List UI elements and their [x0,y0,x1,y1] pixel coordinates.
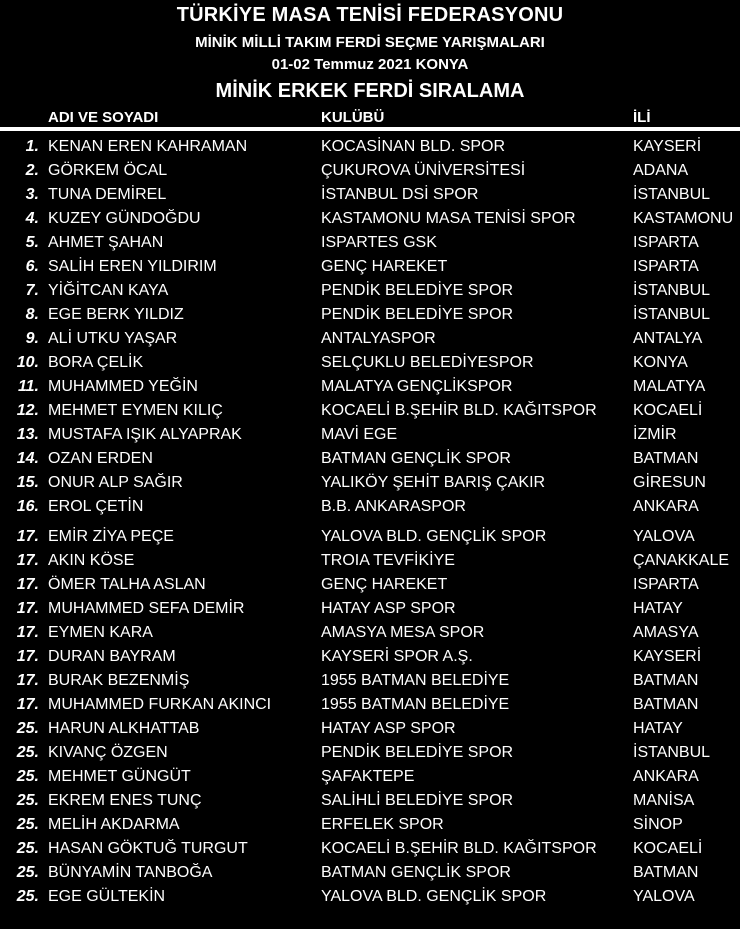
name-cell: HASAN GÖKTUĞ TURGUT [48,840,248,857]
city-cell: ISPARTA [633,258,699,275]
club-cell: BATMAN GENÇLİK SPOR [321,450,511,467]
city-cell: YALOVA [633,528,695,545]
club-cell: ANTALYASPOR [321,330,436,347]
name-cell: MELİH AKDARMA [48,816,180,833]
club-cell: SALİHLİ BELEDİYE SPOR [321,792,514,809]
name-cell: MEHMET GÜNGÜT [48,768,191,785]
rank-cell: 4. [25,210,39,227]
rank-cell: 17. [16,696,39,713]
rank-cell: 25. [16,720,39,737]
city-cell: İSTANBUL [633,282,711,299]
club-cell: HATAY ASP SPOR [321,720,456,737]
name-cell: AKIN KÖSE [48,552,135,569]
table-row [0,351,740,375]
club-cell: AMASYA MESA SPOR [321,624,485,641]
ranking-title: MİNİK ERKEK FERDİ SIRALAMA [215,80,525,102]
city-cell: ANKARA [633,498,699,515]
table-row [0,375,740,399]
table-row [0,549,740,573]
rank-cell: 2. [25,162,39,179]
rank-cell: 17. [16,528,39,545]
federation-title: TÜRKİYE MASA TENİSİ FEDERASYONU [176,4,564,26]
name-cell: ALİ UTKU YAŞAR [48,330,178,347]
city-cell: SİNOP [633,816,683,833]
table-row [0,303,740,327]
rank-cell: 8. [25,306,39,323]
rank-cell: 17. [16,648,39,665]
table-row [0,813,740,837]
name-cell: MEHMET EYMEN KILIÇ [48,402,223,419]
club-cell: KOCAELİ B.ŞEHİR BLD. KAĞITSPOR [321,402,597,419]
city-cell: ANKARA [633,768,699,785]
city-cell: BATMAN [633,672,699,689]
name-cell: DURAN BAYRAM [48,648,176,665]
club-cell: ERFELEK SPOR [321,816,444,833]
city-cell: BATMAN [633,696,699,713]
rank-cell: 15. [16,474,39,491]
rank-cell: 17. [16,552,39,569]
club-cell: TROIA TEVFİKİYE [321,552,455,569]
table-row [0,159,740,183]
name-cell: EKREM ENES TUNÇ [48,792,202,809]
club-cell: KASTAMONU MASA TENİSİ SPOR [321,210,576,227]
club-cell: KOCASİNAN BLD. SPOR [321,138,506,155]
city-cell: ISPARTA [633,576,699,593]
name-cell: GÖRKEM ÖCAL [48,162,168,179]
club-cell: ÇUKUROVA ÜNİVERSİTESİ [321,162,526,179]
table-row [0,255,740,279]
table-row [0,717,740,741]
rank-cell: 5. [25,234,39,251]
table-row [0,135,740,159]
city-cell: KAYSERİ [633,138,702,155]
city-cell: MANİSA [633,792,695,809]
club-cell: MALATYA GENÇLİKSPOR [321,378,513,395]
city-cell: İSTANBUL [633,744,711,761]
club-cell: BATMAN GENÇLİK SPOR [321,864,511,881]
name-cell: MUHAMMED FURKAN AKINCI [48,696,272,713]
table-row [0,765,740,789]
table-row [0,861,740,885]
club-cell: YALOVA BLD. GENÇLİK SPOR [321,528,547,545]
column-header-name: ADI VE SOYADI [48,109,159,126]
name-cell: BORA ÇELİK [48,354,144,371]
club-cell: HATAY ASP SPOR [321,600,456,617]
club-cell: ŞAFAKTEPE [321,768,415,785]
name-cell: SALİH EREN YILDIRIM [48,258,217,275]
rank-cell: 13. [16,426,39,443]
name-cell: MUHAMMED SEFA DEMİR [48,600,245,617]
city-cell: KOCAELİ [633,840,703,857]
city-cell: İSTANBUL [633,306,711,323]
rank-cell: 25. [16,864,39,881]
club-cell: KOCAELİ B.ŞEHİR BLD. KAĞITSPOR [321,840,597,857]
table-row [0,789,740,813]
table-row [0,279,740,303]
rank-cell: 3. [25,186,39,203]
rank-cell: 17. [16,600,39,617]
table-row [0,573,740,597]
city-cell: KASTAMONU [633,210,734,227]
table-row [0,495,740,519]
table-row [0,399,740,423]
column-header-club: KULÜBÜ [321,109,385,126]
city-cell: HATAY [633,720,683,737]
table-row [0,525,740,549]
event-date-place: 01-02 Temmuz 2021 KONYA [271,56,469,73]
table-row [0,693,740,717]
rank-cell: 11. [17,378,39,395]
rank-cell: 10. [16,354,39,371]
city-cell: YALOVA [633,888,695,905]
name-cell: KIVANÇ ÖZGEN [48,744,168,761]
name-cell: BÜNYAMİN TANBOĞA [48,864,213,881]
city-cell: BATMAN [633,450,699,467]
table-row [0,885,740,909]
name-cell: MUHAMMED YEĞİN [48,378,198,395]
city-cell: ISPARTA [633,234,699,251]
city-cell: KONYA [633,354,688,371]
club-cell: PENDİK BELEDİYE SPOR [321,744,514,761]
club-cell: GENÇ HAREKET [321,576,448,593]
name-cell: HARUN ALKHATTAB [48,720,200,737]
name-cell: AHMET ŞAHAN [48,234,164,251]
city-cell: MALATYA [633,378,706,395]
table-row [0,183,740,207]
table-row [0,837,740,861]
name-cell: MUSTAFA IŞIK ALYAPRAK [48,426,242,443]
rank-cell: 25. [16,816,39,833]
rank-cell: 14. [16,450,39,467]
table-row [0,669,740,693]
rank-cell: 6. [25,258,39,275]
table-row [0,597,740,621]
city-cell: ANTALYA [633,330,703,347]
club-cell: PENDİK BELEDİYE SPOR [321,306,514,323]
table-row [0,231,740,255]
name-cell: EROL ÇETİN [48,498,144,515]
name-cell: EGE GÜLTEKİN [48,888,166,905]
name-cell: EYMEN KARA [48,624,153,641]
name-cell: YİĞİTCAN KAYA [48,282,169,299]
club-cell: KAYSERİ SPOR A.Ş. [321,648,473,665]
rank-cell: 25. [16,744,39,761]
rank-cell: 12. [16,402,39,419]
club-cell: B.B. ANKARASPOR [321,498,466,515]
city-cell: ADANA [633,162,689,179]
name-cell: OZAN ERDEN [48,450,153,467]
club-cell: 1955 BATMAN BELEDİYE [321,672,510,689]
city-cell: GİRESUN [633,474,706,491]
club-cell: 1955 BATMAN BELEDİYE [321,696,510,713]
rank-cell: 9. [25,330,39,347]
name-cell: EGE BERK YILDIZ [48,306,184,323]
column-header-city: İLİ [633,109,651,126]
rank-cell: 17. [16,624,39,641]
table-row [0,741,740,765]
table-row [0,621,740,645]
city-cell: BATMAN [633,864,699,881]
city-cell: HATAY [633,600,683,617]
name-cell: KENAN EREN KAHRAMAN [48,138,248,155]
club-cell: ISPARTES GSK [321,234,437,251]
club-cell: GENÇ HAREKET [321,258,448,275]
name-cell: KUZEY GÜNDOĞDU [48,210,201,227]
table-row [0,471,740,495]
rank-cell: 1. [25,138,39,155]
city-cell: KOCAELİ [633,402,703,419]
rank-cell: 25. [16,888,39,905]
club-cell: PENDİK BELEDİYE SPOR [321,282,514,299]
name-cell: BURAK BEZENMİŞ [48,672,190,689]
city-cell: İZMİR [633,426,677,443]
ranking-table [0,135,740,909]
name-cell: ONUR ALP SAĞIR [48,474,183,491]
club-cell: YALOVA BLD. GENÇLİK SPOR [321,888,547,905]
club-cell: YALIKÖY ŞEHİT BARIŞ ÇAKIR [321,474,546,491]
table-row [0,423,740,447]
club-cell: SELÇUKLU BELEDİYESPOR [321,354,534,371]
rank-cell: 25. [16,768,39,785]
table-row [0,327,740,351]
rank-cell: 16. [16,498,39,515]
table-row [0,645,740,669]
city-cell: ÇANAKKALE [633,552,730,569]
rank-cell: 25. [16,840,39,857]
rank-cell: 17. [16,576,39,593]
table-row [0,447,740,471]
event-title: MİNİK MİLLİ TAKIM FERDİ SEÇME YARIŞMALARI [195,34,545,51]
rank-cell: 17. [16,672,39,689]
city-cell: AMASYA [633,624,699,641]
header-divider [0,127,740,131]
table-row [0,207,740,231]
name-cell: ÖMER TALHA ASLAN [48,576,206,593]
city-cell: KAYSERİ [633,648,702,665]
club-cell: İSTANBUL DSİ SPOR [321,186,479,203]
name-cell: TUNA DEMİREL [48,186,167,203]
name-cell: EMİR ZİYA PEÇE [48,528,174,545]
city-cell: İSTANBUL [633,186,711,203]
club-cell: MAVİ EGE [321,426,398,443]
rank-cell: 25. [16,792,39,809]
rank-cell: 7. [25,282,39,299]
